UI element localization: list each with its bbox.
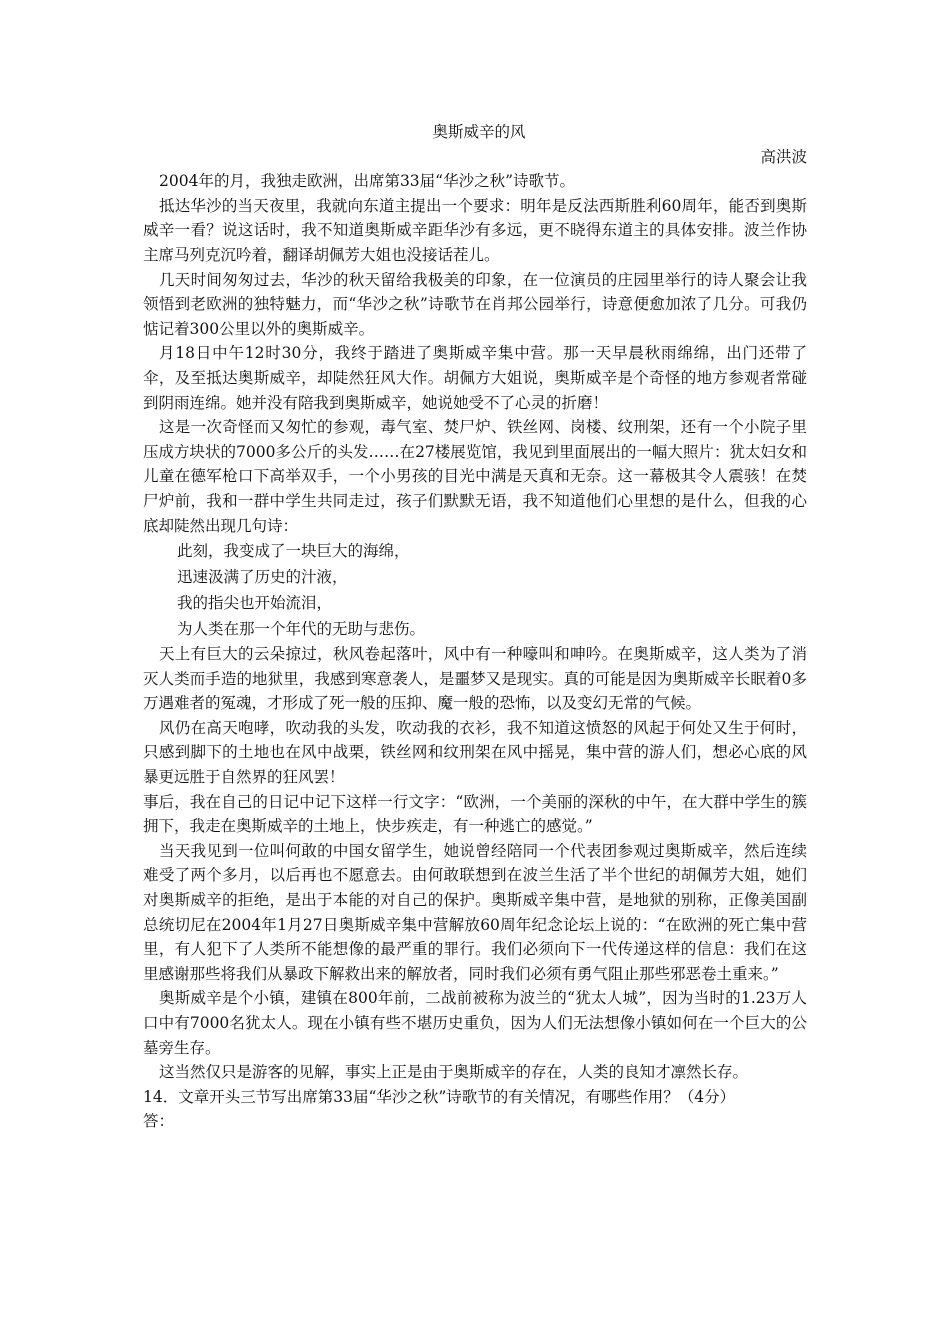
article-author: 高洪波 bbox=[760, 147, 807, 166]
paragraph-11: 这当然仅只是游客的见解，事实上正是由于奥斯威辛的存在，人类的良知才凛然长存。 bbox=[159, 1063, 749, 1082]
paragraph-2: 抵达华沙的当天夜里，我就向东道主提出一个要求：明年是反法西斯胜利60周年，能否到奥斯威辛一看？说这话时，我不知道奥斯威辛距华沙有多远，更不晓得东道主的具体安排。波兰作协主席马列克沉吟着，翻译胡佩芳大姐也没接话茬儿。 bbox=[143, 196, 807, 264]
paragraph-5: 这是一次奇怪而又匆忙的参观，毒气室、焚尸炉、铁丝网、岗楼、纹刑架，还有一个小院子里压成方块状的7000多公斤的头发……在27楼展览馆，我见到里面展出的一幅大照片：犹太妇女和儿童在德军枪口下高举双手，一个小男孩的目光中满是天真和无奈。这一幕极其令人震骇！在焚尸炉前，我和一群中学生共同走过，孩子们默默无语，我不知道他们心里想的是什么，但我的心底却陡然出现几句诗： bbox=[143, 418, 807, 535]
poem-line-3: 我的指尖也开始流泪， bbox=[177, 594, 333, 613]
paragraph-6: 天上有巨大的云朵掠过，秋风卷起落叶，风中有一种嚎叫和呻吟。在奥斯威辛，这人类为了消灭人类而手造的地狱里，我感到寒意袭人，是噩梦又是现实。真的可能是因为奥斯威辛长眠着0多万遇难者的冤魂，才形成了死一般的压抑、魔一般的恐怖，以及变幻无常的气候。 bbox=[143, 645, 807, 713]
article-title: 奥斯威辛的风 bbox=[432, 123, 526, 141]
paragraph-3: 几天时间匆匆过去，华沙的秋天留给我极美的印象，在一位演员的庄园里举行的诗人聚会让我领悟到老欧洲的独特魅力，而“华沙之秋”诗歌节在肖邦公园举行，诗意便愈加浓了几分。可我仍惦记着300公里以外的奥斯威辛。 bbox=[143, 270, 807, 338]
poem-line-4: 为人类在那一个年代的无助与悲伤。 bbox=[177, 620, 426, 639]
paragraph-8: 事后，我在自己的日记中记下这样一行文字：“欧洲，一个美丽的深秋的中午，在大群中学生的簇拥下，我走在奥斯威辛的土地上，快步疾走，有一种逃亡的感觉。” bbox=[143, 792, 807, 836]
paragraph-4: 月18日中午12时30分，我终于踏进了奥斯威辛集中营。那一天早晨秋雨绵绵，出门还带了伞，及至抵达奥斯威辛，却陡然狂风大作。胡佩方大姐说，奥斯威辛是个奇怪的地方参观者常碰到阴雨连绵。她并没有陪我到奥斯威辛，她说她受不了心灵的折磨！ bbox=[143, 344, 807, 412]
paragraph-7: 风仍在高天咆哮，吹动我的头发，吹动我的衣衫，我不知道这愤怒的风起于何处又生于何时，只感到脚下的土地也在风中战栗，铁丝网和纹刑架在风中摇晃，集中营的游人们，想必心底的风暴更远胜于自然界的狂风罢！ bbox=[143, 718, 807, 787]
answer-label: 答： bbox=[143, 1112, 175, 1131]
paragraph-1: 2004年的月，我独走欧洲，出席第33届“华沙之秋”诗歌节。 bbox=[159, 172, 576, 191]
document-page bbox=[143, 120, 807, 1134]
poem-line-2: 迅速汲满了历史的汁液， bbox=[177, 568, 348, 587]
question-14: 14．文章开头三节写出席第33届“华沙之秋”诗歌节的有关情况，有哪些作用？（4分） bbox=[143, 1087, 736, 1106]
paragraph-9: 当天我见到一位叫何敢的中国女留学生，她说曾经陪同一个代表团参观过奥斯威辛，然后连续难受了两个多月，以后再也不愿意去。由何敢联想到在波兰生活了半个世纪的胡佩芳大姐，她们对奥斯威辛的拒绝，是出于本能的对自己的保护。奥斯威辛集中营，是地狱的别称，正像美国副总统切尼在2004年1月27日奥斯威辛集中营解放60周年纪念论坛上说的：“在欧洲的死亡集中营里，有人犯下了人类所不能想像的最严重的罪行。我们必须向下一代传递这样的信息：我们在这里感谢那些将我们从暴政下解救出来的解放者，同时我们必须有勇气阻止那些邪恶卷土重来。” bbox=[143, 841, 807, 983]
paragraph-10: 奥斯威辛是个小镇，建镇在800年前，二战前被称为波兰的“犹太人城”，因为当时的1.23万人口中有7000名犹太人。现在小镇有些不堪历史重负，因为人们无法想像小镇如何在一个巨大的公墓旁生存。 bbox=[143, 989, 807, 1057]
poem-line-1: 此刻，我变成了一块巨大的海绵， bbox=[177, 542, 410, 561]
